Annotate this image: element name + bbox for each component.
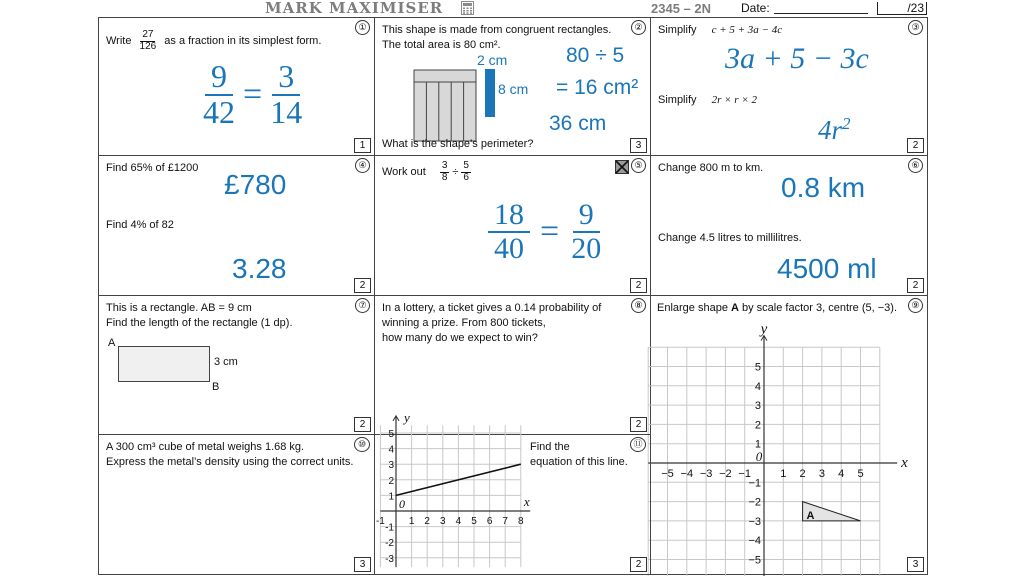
- question-number: ⑤: [631, 158, 646, 173]
- y-tick-label: −4: [748, 535, 761, 548]
- marks-box: 2: [630, 417, 647, 432]
- calculator-icon: [461, 1, 474, 15]
- x-tick-label: -1: [375, 516, 385, 527]
- x-tick-label: 6: [486, 516, 493, 527]
- vertex-label-a: A: [108, 337, 116, 349]
- marks-box: 3: [354, 557, 371, 572]
- x-tick-label: 4: [455, 516, 462, 527]
- y-tick-label: 5: [754, 361, 761, 374]
- coordinate-grid: [651, 296, 927, 574]
- x-tick-label: 3: [818, 468, 825, 480]
- origin-label: 0: [755, 449, 763, 464]
- question-text: A 300 cm³ cube of metal weighs 1.68 kg.: [106, 441, 305, 453]
- question-number: ④: [355, 158, 370, 173]
- question-text: Find the: [530, 441, 570, 453]
- x-tick-label: 5: [471, 516, 477, 527]
- question-number: ⑩: [354, 437, 370, 452]
- question-number: ⑧: [631, 298, 646, 313]
- question-number: ⑪: [630, 437, 646, 452]
- y-tick-label: −3: [748, 515, 761, 528]
- answer-1: 3a + 5 − 3c: [725, 42, 869, 75]
- question-4: [98, 155, 375, 296]
- question-11: [374, 409, 651, 575]
- question-8: [374, 295, 651, 435]
- x-tick-label: 2: [424, 516, 430, 527]
- answer-2: 3.28: [232, 253, 287, 284]
- date-label: Date:: [741, 1, 770, 15]
- answer: $\frac{9}{42}$ = $\frac{3}{14}$: [203, 58, 303, 130]
- single-rectangle: [485, 69, 495, 117]
- question-text: In a lottery, a ticket gives a 0.14 probability of: [382, 302, 602, 314]
- y-axis-label: y: [404, 409, 410, 425]
- marks-box: 2: [907, 278, 924, 293]
- question-1: [98, 17, 375, 156]
- height-label: 8 cm: [498, 81, 529, 97]
- vertex-label-b: B: [212, 381, 220, 393]
- question-text: equation of this line.: [530, 456, 628, 468]
- x-tick-label: 8: [518, 516, 524, 527]
- marks-box: 2: [354, 417, 371, 432]
- y-tick-label: -2: [385, 538, 394, 550]
- width-label: 2 cm: [477, 52, 508, 68]
- instruction: Simplify c + 5 + 3a − 4c: [658, 24, 783, 36]
- y-tick-label: −1: [748, 477, 761, 490]
- question-text: winning a prize. From 800 tickets,: [382, 317, 546, 329]
- question-text: This shape is made from congruent rectangles.: [382, 24, 612, 36]
- marks-box: 2: [354, 278, 371, 293]
- y-axis-label: y: [760, 321, 768, 338]
- page-title: MARK MAXIMISER: [265, 0, 444, 17]
- question-text: What is the shape’s perimeter?: [382, 138, 534, 150]
- x-tick-label: −5: [661, 468, 674, 480]
- date-field[interactable]: [774, 13, 868, 14]
- answer-2: 4500 ml: [777, 253, 877, 284]
- question-2: [374, 17, 651, 156]
- working-line-1: 80 ÷ 5: [566, 44, 625, 67]
- instruction: Work out $\frac{3}{8}$ ÷ $\frac{5}{6}$: [382, 160, 469, 183]
- x-tick-label: 3: [440, 516, 446, 527]
- question-number: ②: [631, 20, 646, 35]
- rectangle-shape: [118, 346, 210, 382]
- y-tick-label: 4: [754, 380, 761, 393]
- question-text: The total area is 80 cm².: [382, 39, 501, 51]
- y-tick-label: −5: [748, 554, 761, 567]
- marks-box: 1: [354, 138, 371, 153]
- question-number: ③: [908, 20, 923, 35]
- question-text: Find the length of the rectangle (1 dp).: [106, 317, 293, 329]
- y-tick-label: -1: [385, 522, 394, 534]
- question-6: [650, 155, 928, 296]
- question-5: [374, 155, 651, 296]
- question-text: Express the metal’s density using the correct units.: [106, 456, 354, 468]
- question-9: [650, 295, 928, 575]
- score-box[interactable]: /23: [877, 2, 927, 15]
- side-label: 3 cm: [214, 356, 238, 368]
- marks-box: 3: [907, 557, 924, 572]
- x-axis-label: x: [901, 455, 908, 471]
- no-calculator-icon: [615, 160, 629, 174]
- working-line-2: = 16 cm²: [556, 76, 639, 99]
- x-tick-label: 4: [838, 468, 845, 480]
- instruction: Simplify 2r × r × 2: [658, 94, 757, 106]
- question-text: This is a rectangle. AB = 9 cm: [106, 302, 252, 314]
- x-tick-label: 5: [857, 468, 864, 480]
- x-tick-label: 7: [502, 516, 508, 527]
- y-tick-label: 2: [388, 475, 394, 487]
- instruction: Write $\frac{27}{126}$ as a fraction in its simplest form.: [106, 29, 322, 52]
- question-number: ⑥: [908, 158, 923, 173]
- answer: 36 cm: [549, 112, 607, 135]
- x-tick-label: 1: [408, 516, 415, 527]
- marks-box: 2: [630, 278, 647, 293]
- answer-1: £780: [224, 169, 287, 200]
- answer-2: $4r^2$: [818, 114, 851, 145]
- question-number: ①: [355, 20, 370, 35]
- shape-a-label: A: [806, 510, 815, 523]
- marks-box: 2: [907, 138, 924, 153]
- y-tick-label: 3: [388, 460, 394, 472]
- question-number: ⑨: [908, 298, 923, 313]
- line-graph-grid: [375, 409, 530, 575]
- rectangles-shape: [413, 69, 477, 142]
- question-text: how many do we expect to win?: [382, 332, 538, 344]
- x-tick-label: −3: [699, 468, 713, 480]
- answer-1: 0.8 km: [781, 172, 866, 203]
- header: [0, 0, 1024, 16]
- y-tick-label: 3: [754, 400, 761, 413]
- marks-box: 3: [630, 138, 647, 153]
- question-7: [98, 295, 375, 435]
- x-tick-label: −4: [680, 468, 694, 480]
- question-10: [98, 434, 375, 575]
- origin-label: 0: [399, 497, 405, 511]
- question-text: Find 65% of £1200: [106, 162, 199, 174]
- question-text: Change 4.5 litres to millilitres.: [658, 232, 802, 244]
- question-3: [650, 17, 928, 156]
- y-tick-label: 1: [754, 438, 761, 451]
- y-tick-label: 2: [754, 419, 761, 432]
- y-tick-label: −2: [748, 496, 761, 509]
- y-tick-label: -3: [385, 553, 394, 565]
- marks-box: 2: [630, 557, 647, 572]
- answer: $\frac{18}{40}$ = $\frac{9}{20}$: [488, 199, 603, 264]
- question-number: ⑦: [355, 298, 370, 313]
- x-axis-label: x: [523, 494, 530, 509]
- question-text: Find 4% of 82: [106, 219, 174, 231]
- question-text: Change 800 m to km.: [658, 162, 764, 174]
- x-tick-label: 2: [799, 468, 806, 480]
- question-text: Enlarge shape A by scale factor 3, centre (5, −3).: [657, 302, 897, 314]
- y-tick-label: 1: [388, 491, 394, 503]
- x-tick-label: 1: [780, 468, 787, 480]
- worksheet-code: 2345 – 2N: [651, 1, 711, 16]
- y-tick-label: 5: [388, 429, 394, 440]
- given-fraction: $\frac{27}{126}$: [139, 29, 157, 52]
- y-tick-label: 4: [388, 444, 394, 456]
- x-tick-label: −1: [738, 468, 751, 480]
- x-tick-label: −2: [719, 468, 732, 480]
